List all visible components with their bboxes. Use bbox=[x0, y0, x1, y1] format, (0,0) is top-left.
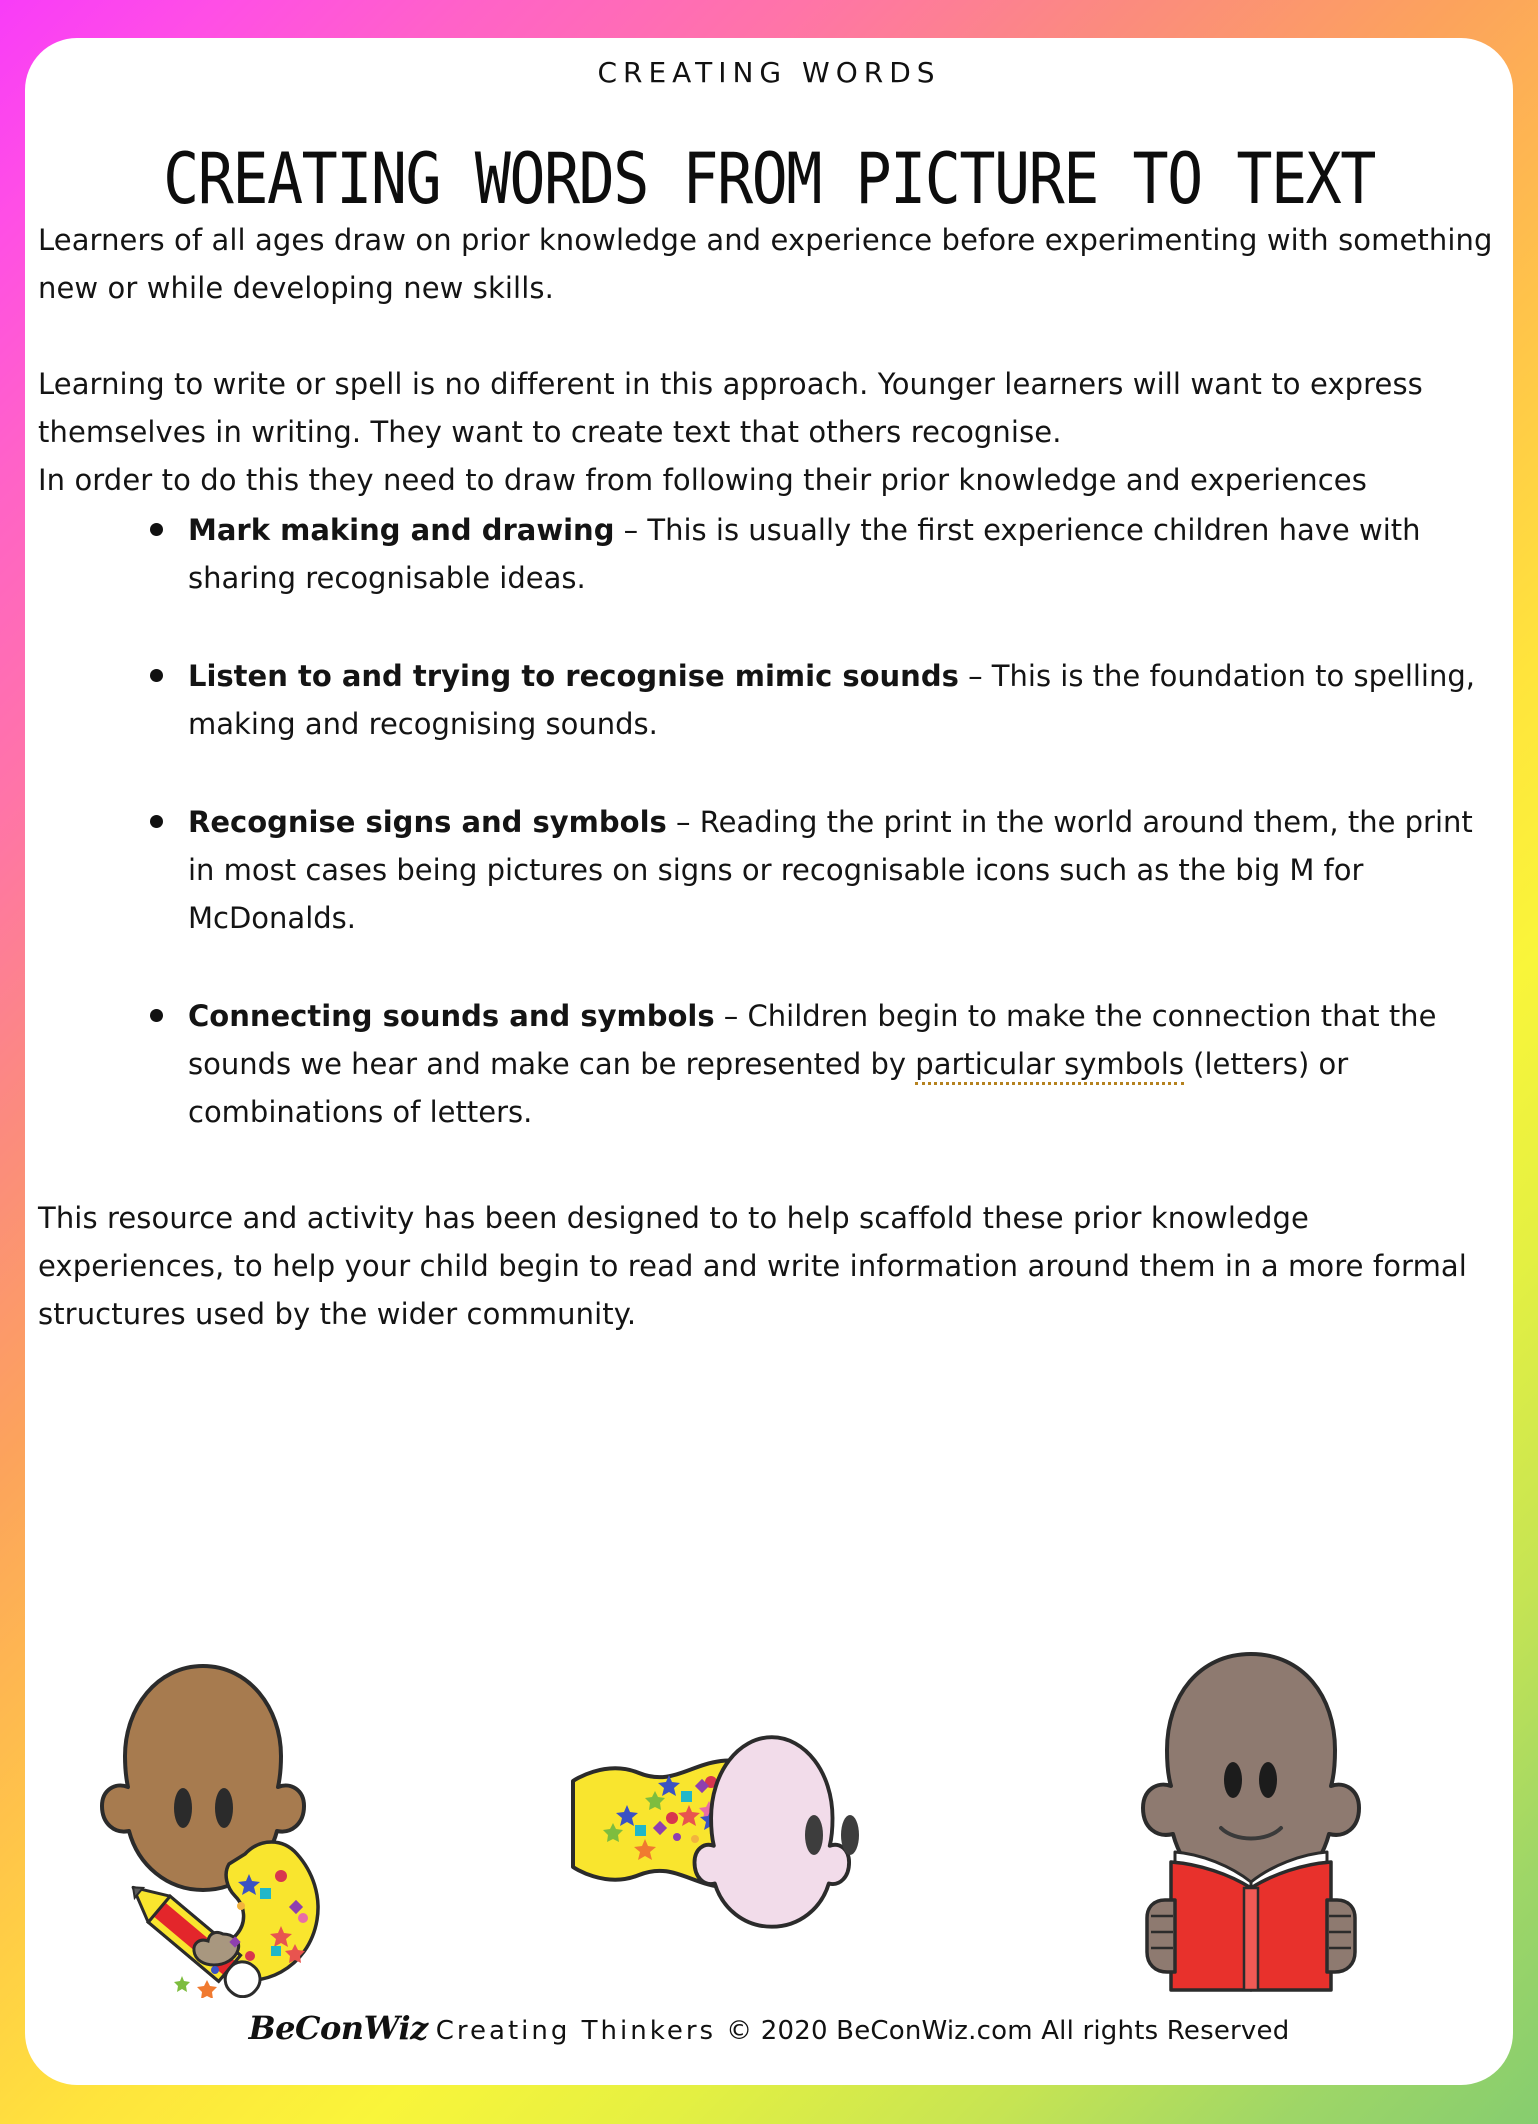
bullet-text: This is the foundation to spelling, making and recognising sounds. bbox=[188, 659, 1475, 741]
bullet-dot-icon bbox=[150, 1009, 163, 1022]
prior-knowledge-bullet-list bbox=[38, 506, 1500, 1136]
eye-left-icon bbox=[174, 1788, 192, 1828]
eye-right-icon bbox=[841, 1815, 859, 1855]
bullet-text: This is usually the first experience children have with sharing recognisable ideas. bbox=[188, 513, 1421, 595]
bullet-dash: – bbox=[714, 999, 748, 1033]
footer bbox=[25, 2009, 1513, 2047]
list-item bbox=[38, 798, 1500, 942]
bullet-dash: – bbox=[958, 659, 992, 693]
eye-left-icon bbox=[1224, 1762, 1242, 1798]
bullet-label: Listen to and trying to recognise mimic sounds bbox=[188, 659, 959, 693]
bullet-dash: – bbox=[666, 805, 700, 839]
illustration-child-reading bbox=[1105, 1638, 1405, 2002]
illustration-strip bbox=[25, 1638, 1513, 1998]
closing-paragraph: This resource and activity has been designed to to help scaffold these prior knowledge experiences, to help your child begin to read and write information around them in a more formal structures used by the wider community. bbox=[38, 1201, 1467, 1331]
intro-paragraph-1: Learners of all ages draw on prior knowledge and experience before experimenting with something new or while developing new skills. bbox=[38, 223, 1493, 305]
worksheet-card bbox=[25, 38, 1513, 2085]
bullet-text: Reading the print in the world around them, the print in most cases being pictures on signs or recognisable icons such as the big M for McDonalds. bbox=[188, 805, 1473, 935]
bullet-text-after: (letters) or combinations of letters. bbox=[188, 1047, 1349, 1129]
bullet-label: Mark making and drawing bbox=[188, 513, 615, 547]
bullet-text-before: Children begin to make the connection that the sounds we hear and make can be represented by bbox=[188, 999, 1437, 1081]
bullet-dot-icon bbox=[150, 523, 163, 536]
page-title: CREATING WORDS FROM PICTURE TO TEXT bbox=[163, 138, 1375, 221]
intro-paragraph-3: In order to do this they need to draw from following their prior knowledge and experiences bbox=[38, 463, 1367, 497]
bullet-dash: – bbox=[614, 513, 648, 547]
list-item bbox=[38, 652, 1500, 748]
bullet-dot-icon bbox=[150, 669, 163, 682]
bullet-dot-icon bbox=[150, 815, 163, 828]
spellcheck-marked-text: particular symbols bbox=[915, 1047, 1184, 1085]
list-item bbox=[38, 506, 1500, 602]
copyright-notice: © 2020 BeConWiz.com All rights Reserved bbox=[726, 2016, 1290, 2046]
list-item bbox=[38, 992, 1500, 1136]
bullet-label: Connecting sounds and symbols bbox=[188, 999, 715, 1033]
brand-tagline: Creating Thinkers bbox=[435, 2016, 717, 2046]
illustration-child-speaking bbox=[565, 1733, 915, 1957]
page-eyebrow: CREATING WORDS bbox=[597, 56, 941, 89]
eye-left-icon bbox=[805, 1815, 823, 1855]
illustration-child-writing bbox=[85, 1638, 415, 2002]
brand-name: BeConWiz bbox=[248, 2009, 428, 2047]
intro-paragraph-2: Learning to write or spell is no different in this approach. Younger learners will want to express themselves in writing. They want to create text that others recognise. bbox=[38, 367, 1423, 449]
bullet-label: Recognise signs and symbols bbox=[188, 805, 667, 839]
eye-right-icon bbox=[215, 1788, 233, 1828]
body-content bbox=[38, 216, 1500, 1338]
eye-right-icon bbox=[1259, 1762, 1277, 1798]
